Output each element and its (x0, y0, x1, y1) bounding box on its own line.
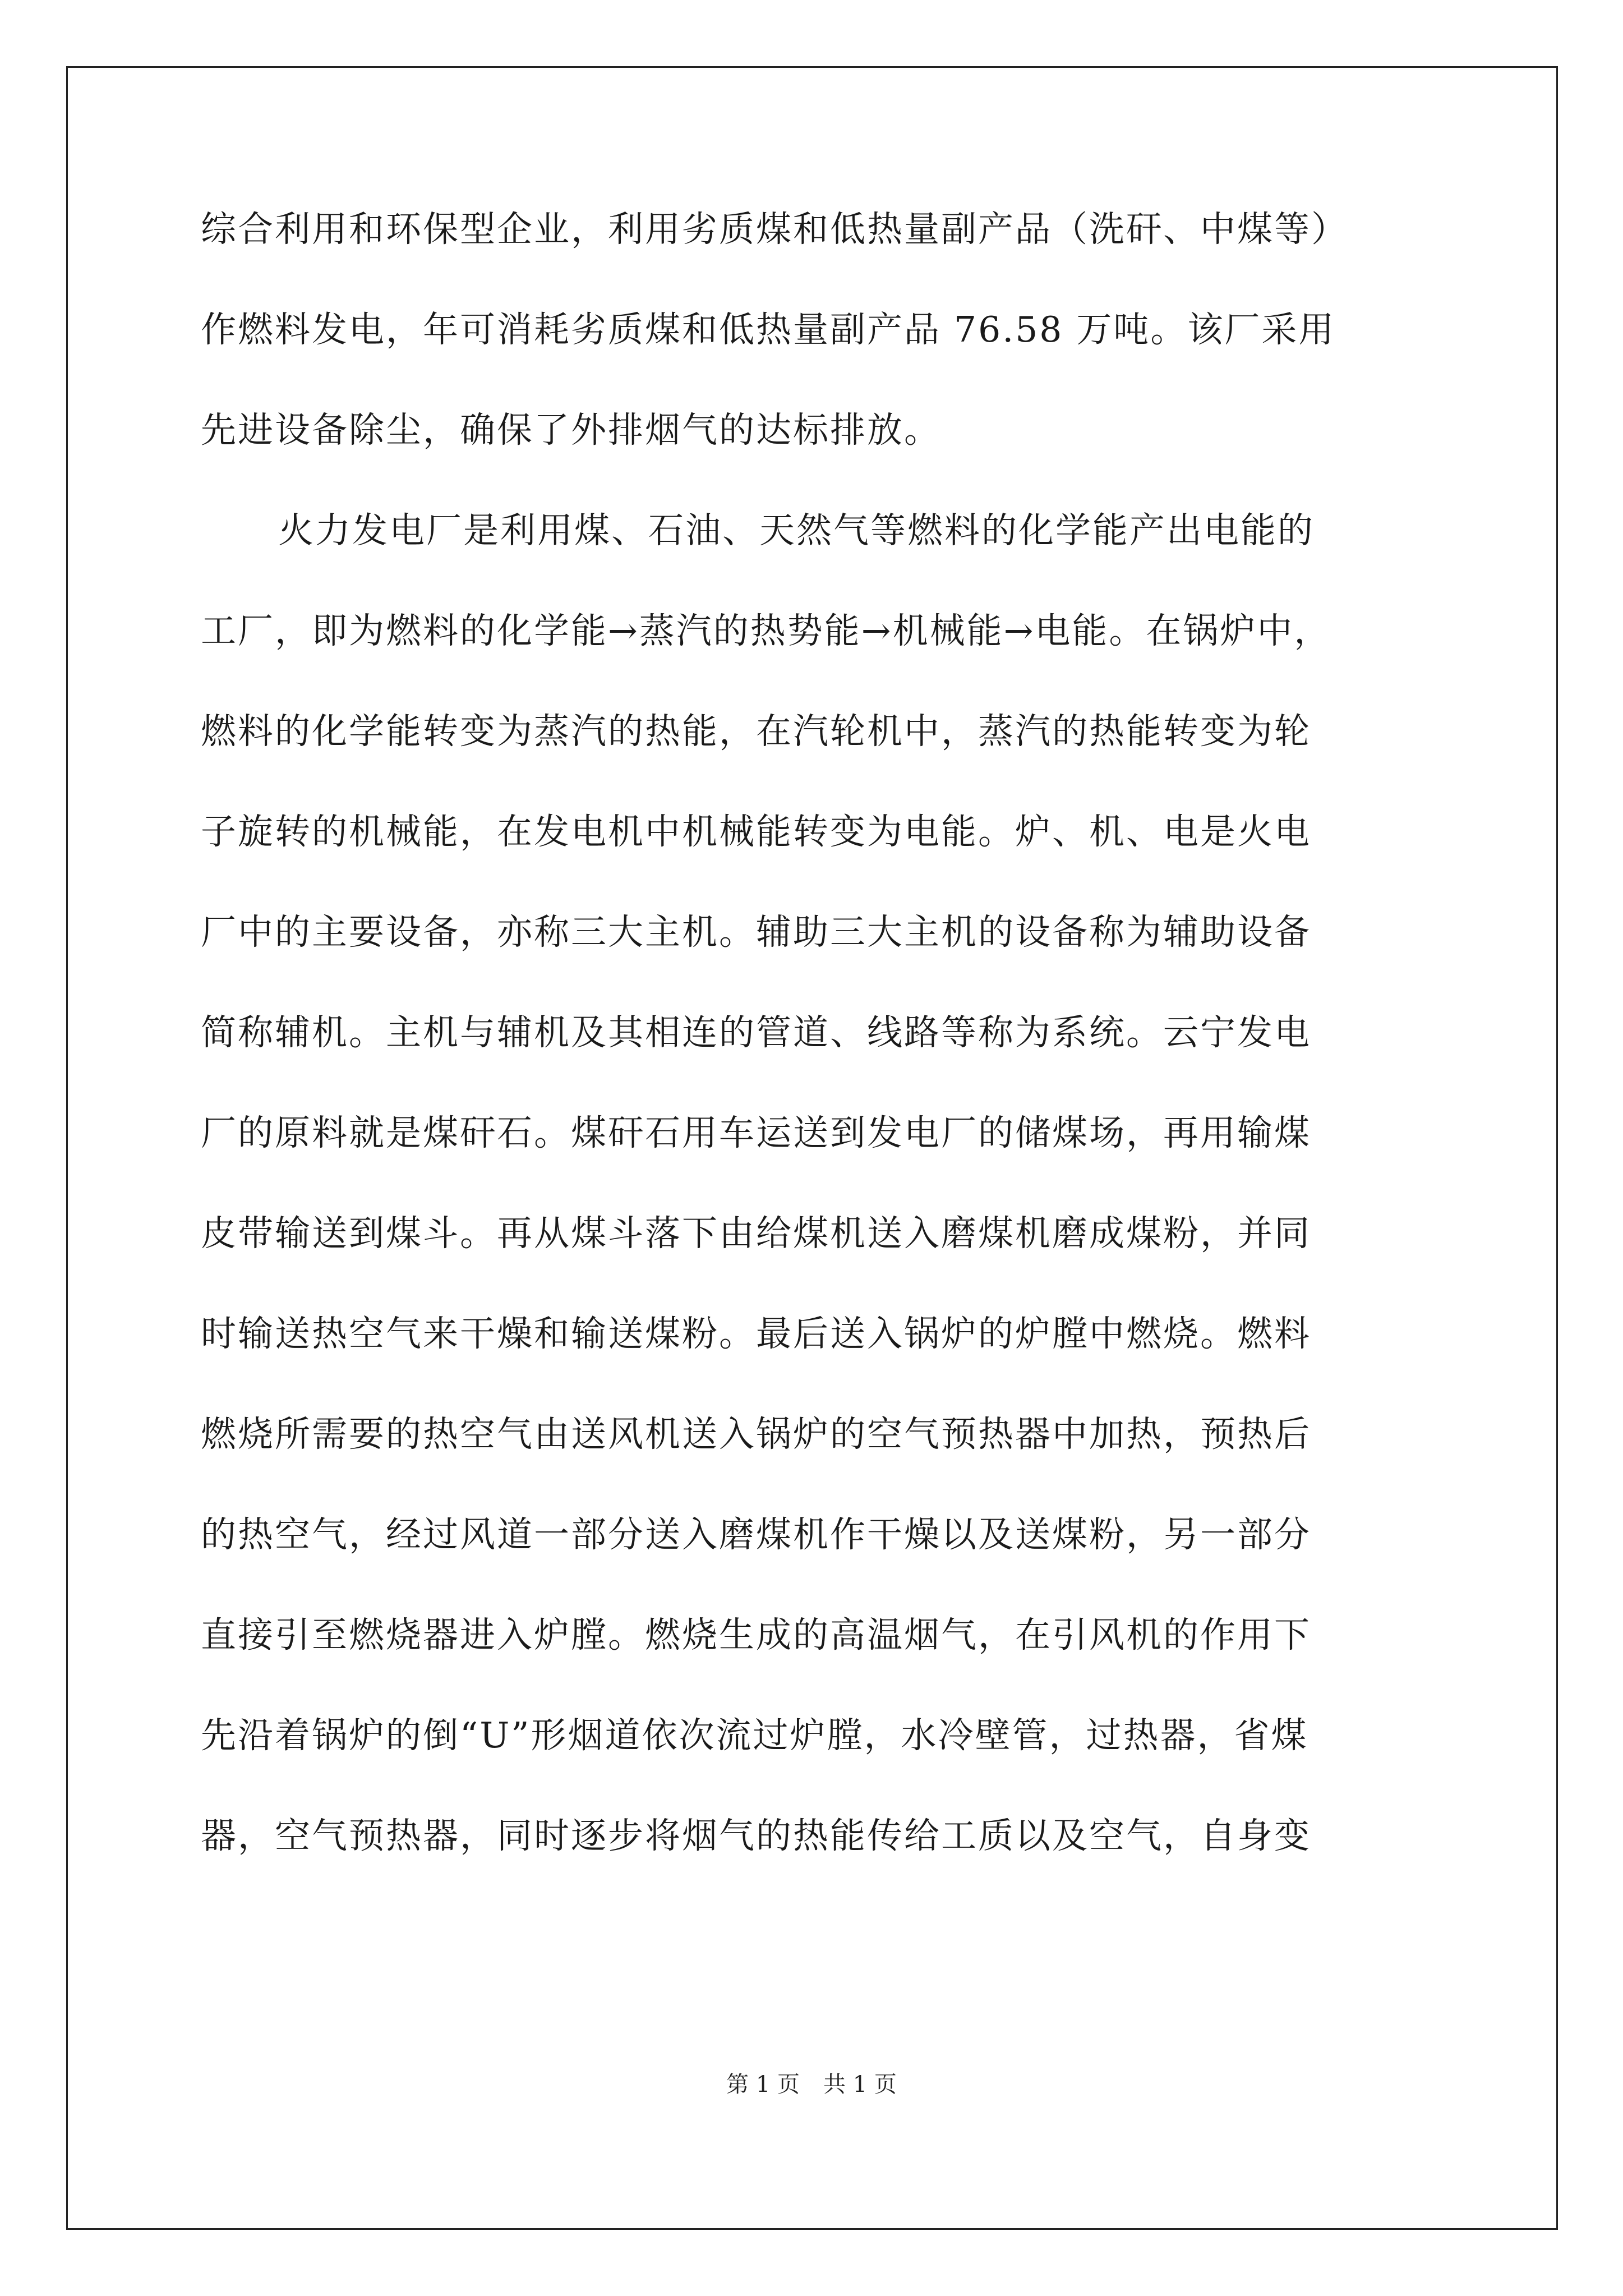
text-line: 厂的原料就是煤矸石。煤矸石用车运送到发电厂的储煤场，再用输煤 (201, 1112, 1311, 1153)
text-line: 简称辅机。主机与辅机及其相连的管道、线路等称为系统。云宁发电 (201, 1012, 1311, 1053)
page-number: 第 1 页 (726, 2072, 800, 2097)
text-line: 皮带输送到煤斗。再从煤斗落下由给煤机送入磨煤机磨成煤粉，并同 (201, 1213, 1311, 1254)
text-line: 先沿着锅炉的倒“U”形烟道依次流过炉膛，水冷壁管，过热器，省煤 (201, 1715, 1308, 1756)
paragraph-start-line: 火力发电厂是利用煤、石油、天然气等燃料的化学能产出电能的 (278, 510, 1315, 551)
page-total: 共 1 页 (823, 2072, 897, 2097)
text-line: 综合利用和环保型企业，利用劣质煤和低热量副产品（洗矸、中煤等） (201, 209, 1348, 250)
text-line: 先进设备除尘，确保了外排烟气的达标排放。 (201, 409, 941, 450)
text-line: 工厂，即为燃料的化学能→蒸汽的热势能→机械能→电能。在锅炉中， (201, 610, 1331, 651)
text-line: 时输送热空气来干燥和输送煤粉。最后送入锅炉的炉膛中燃烧。燃料 (201, 1313, 1311, 1354)
text-line: 的热空气，经过风道一部分送入磨煤机作干燥以及送煤粉，另一部分 (201, 1514, 1311, 1555)
text-line: 燃料的化学能转变为蒸汽的热能，在汽轮机中，蒸汽的热能转变为轮 (201, 711, 1311, 752)
text-line: 燃烧所需要的热空气由送风机送入锅炉的空气预热器中加热，预热后 (201, 1414, 1311, 1455)
text-line: 直接引至燃烧器进入炉膛。燃烧生成的高温烟气，在引风机的作用下 (201, 1614, 1311, 1655)
text-line: 器，空气预热器，同时逐步将烟气的热能传给工质以及空气，自身变 (201, 1815, 1311, 1856)
text-line: 子旋转的机械能，在发电机中机械能转变为电能。炉、机、电是火电 (201, 811, 1311, 852)
text-line: 厂中的主要设备，亦称三大主机。辅助三大主机的设备称为辅助设备 (201, 912, 1311, 953)
page-footer (0, 2068, 1623, 2101)
text-line: 作燃料发电，年可消耗劣质煤和低热量副产品 76.58 万吨。该厂采用 (201, 309, 1336, 350)
